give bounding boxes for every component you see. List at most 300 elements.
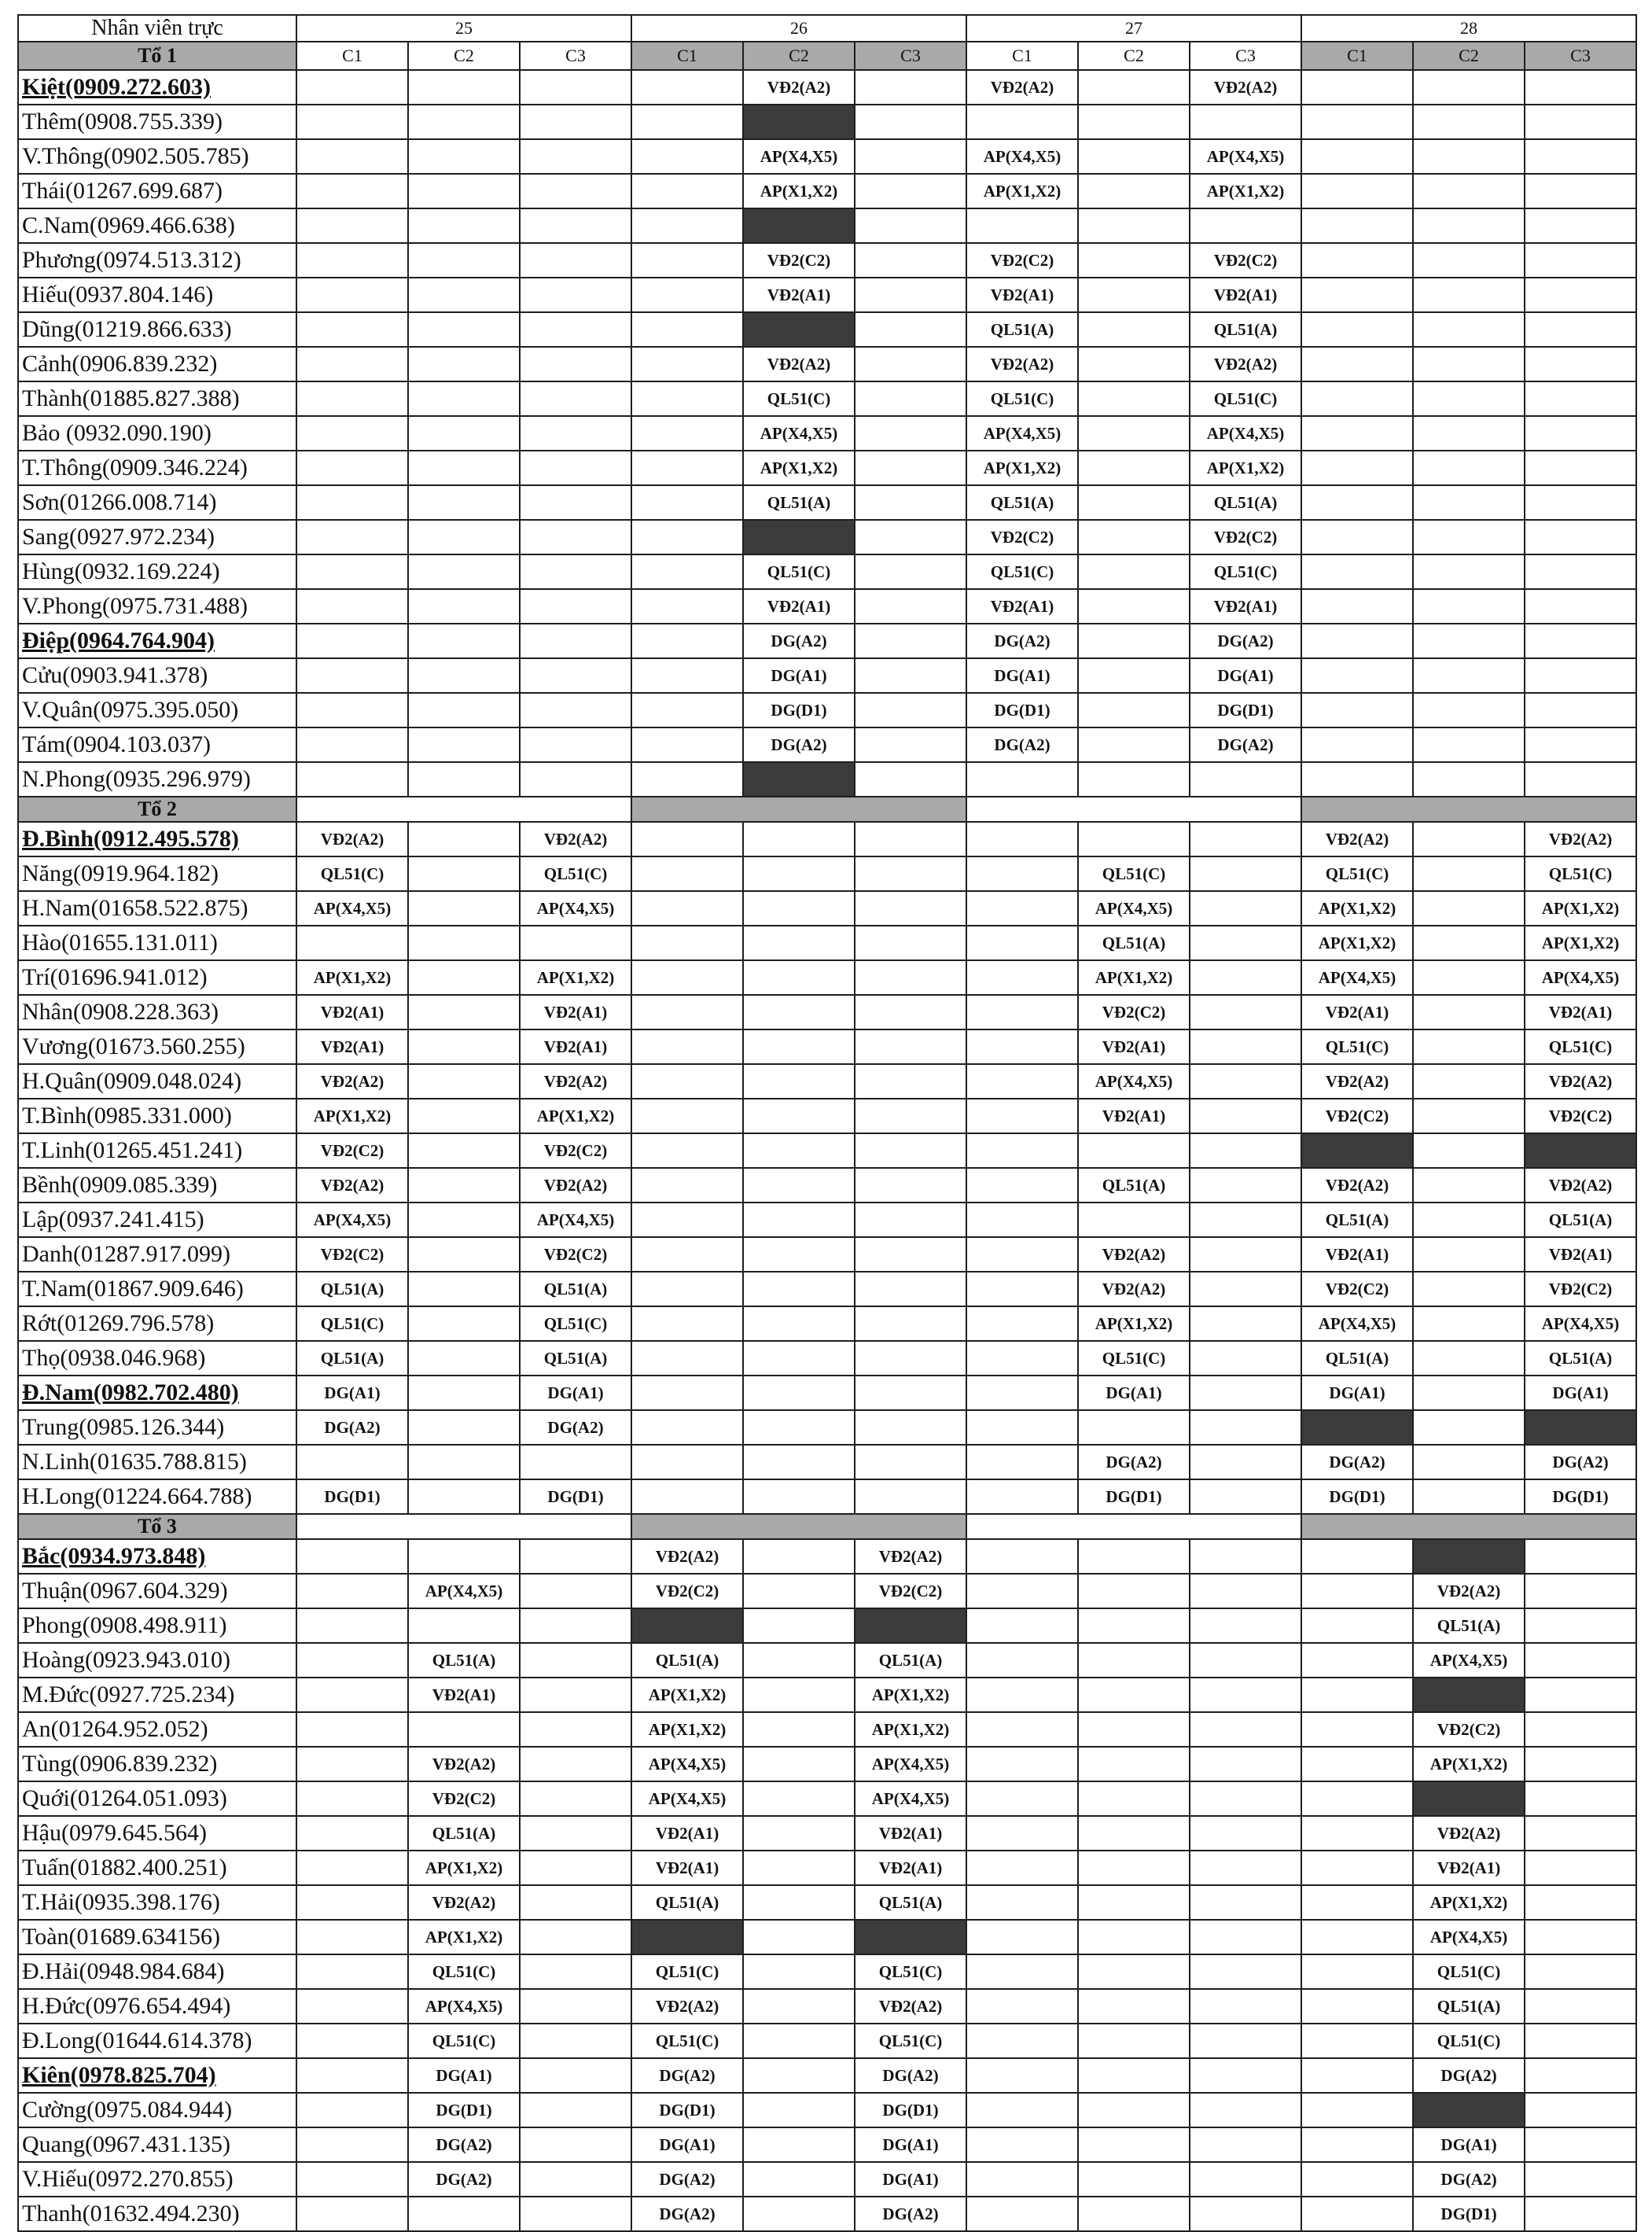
empty-cell [966, 1643, 1078, 1678]
empty-cell [1413, 1168, 1525, 1203]
empty-cell [743, 1747, 855, 1781]
empty-cell [1525, 105, 1636, 139]
empty-cell [1413, 485, 1525, 520]
empty-cell [1078, 2127, 1190, 2162]
empty-cell [408, 278, 520, 312]
empty-cell [520, 70, 631, 105]
day-header: 25 [296, 15, 631, 42]
empty-cell [1413, 1099, 1525, 1133]
empty-cell [855, 960, 966, 995]
assignment-cell: AP(X1,X2) [743, 174, 855, 208]
empty-cell [966, 1168, 1078, 1203]
header-days-row [18, 15, 1636, 42]
assignment-cell: DG(D1) [520, 1479, 631, 1514]
empty-cell [408, 1237, 520, 1272]
day-header: 28 [1301, 15, 1636, 42]
empty-cell [1301, 658, 1413, 693]
assignment-cell: AP(X1,X2) [520, 1099, 631, 1133]
empty-cell [1301, 174, 1413, 208]
empty-cell [966, 995, 1078, 1029]
assignment-cell: QL51(C) [743, 381, 855, 416]
staff-name: Thuận(0967.604.329) [18, 1574, 296, 1608]
empty-cell [1301, 2058, 1413, 2093]
empty-cell [296, 278, 408, 312]
staff-row [18, 1168, 1636, 1203]
assignment-cell: VĐ2(A2) [408, 1747, 520, 1781]
empty-cell [1413, 995, 1525, 1029]
assignment-cell: QL51(A) [855, 1643, 966, 1678]
empty-cell [1413, 1445, 1525, 1479]
empty-cell [520, 1781, 631, 1816]
empty-cell [520, 926, 631, 960]
staff-name: Hào(01655.131.011) [18, 926, 296, 960]
empty-cell [966, 1445, 1078, 1479]
empty-cell [1078, 451, 1190, 485]
assignment-cell: DG(A2) [631, 2162, 743, 2197]
assignment-cell: DG(D1) [855, 2093, 966, 2127]
empty-cell [1413, 243, 1525, 278]
empty-cell [296, 624, 408, 658]
assignment-cell: DG(D1) [966, 693, 1078, 727]
assignment-cell: VĐ2(A1) [1190, 278, 1301, 312]
empty-cell [1301, 451, 1413, 485]
empty-cell [1301, 347, 1413, 381]
empty-cell [855, 312, 966, 347]
staff-name: Lập(0937.241.415) [18, 1203, 296, 1237]
empty-cell [1525, 762, 1636, 797]
empty-cell [1078, 2093, 1190, 2127]
empty-cell [855, 1064, 966, 1099]
staff-row [18, 485, 1636, 520]
empty-cell [1525, 1574, 1636, 1608]
empty-cell [408, 1064, 520, 1099]
empty-cell [520, 1747, 631, 1781]
empty-cell [1413, 658, 1525, 693]
assignment-cell: QL51(C) [1413, 1954, 1525, 1989]
empty-cell [966, 891, 1078, 926]
group-header-row [18, 1514, 1636, 1539]
empty-cell [966, 1608, 1078, 1643]
staff-name: T.Thông(0909.346.224) [18, 451, 296, 485]
assignment-cell: VĐ2(A1) [1078, 1099, 1190, 1133]
staff-name: Sang(0927.972.234) [18, 520, 296, 554]
empty-cell [743, 1099, 855, 1133]
empty-cell [1190, 822, 1301, 856]
empty-cell [1413, 926, 1525, 960]
assignment-cell: DG(A1) [1413, 2127, 1525, 2162]
empty-cell [1413, 1272, 1525, 1306]
empty-cell [743, 1954, 855, 1989]
staff-row [18, 1029, 1636, 1064]
staff-row [18, 278, 1636, 312]
staff-row [18, 891, 1636, 926]
empty-cell [1190, 1678, 1301, 1712]
empty-cell [743, 2093, 855, 2127]
staff-name: Thanh(01632.494.230) [18, 2197, 296, 2231]
empty-cell [520, 1816, 631, 1851]
staff-row [18, 70, 1636, 105]
empty-cell [1078, 554, 1190, 589]
staff-row [18, 1237, 1636, 1272]
empty-cell [631, 589, 743, 624]
empty-cell [520, 2058, 631, 2093]
empty-cell [296, 1989, 408, 2024]
assignment-cell: DG(D1) [296, 1479, 408, 1514]
empty-cell [855, 554, 966, 589]
empty-cell [966, 762, 1078, 797]
empty-cell [1078, 243, 1190, 278]
empty-cell [296, 926, 408, 960]
assignment-cell: VĐ2(A2) [1413, 1816, 1525, 1851]
empty-cell [1078, 174, 1190, 208]
empty-cell [966, 1539, 1078, 1574]
empty-cell [520, 208, 631, 243]
assignment-cell: AP(X4,X5) [408, 1574, 520, 1608]
staff-name: Phương(0974.513.312) [18, 243, 296, 278]
staff-row [18, 174, 1636, 208]
empty-cell [408, 693, 520, 727]
empty-cell [408, 727, 520, 762]
empty-cell [743, 995, 855, 1029]
empty-cell [296, 589, 408, 624]
assignment-cell: VĐ2(A1) [1525, 995, 1636, 1029]
assignment-cell: VĐ2(A2) [855, 1539, 966, 1574]
assignment-cell: AP(X1,X2) [1525, 891, 1636, 926]
assignment-cell: AP(X4,X5) [1301, 960, 1413, 995]
empty-cell [1413, 312, 1525, 347]
group-spacer [296, 1514, 631, 1539]
empty-cell [1078, 312, 1190, 347]
staff-row [18, 1064, 1636, 1099]
staff-row [18, 2197, 1636, 2231]
empty-cell [1301, 624, 1413, 658]
empty-cell [1190, 995, 1301, 1029]
assignment-cell: QL51(C) [855, 2024, 966, 2058]
empty-cell [1301, 416, 1413, 451]
empty-cell [966, 2127, 1078, 2162]
staff-name: H.Nam(01658.522.875) [18, 891, 296, 926]
empty-cell [1301, 70, 1413, 105]
empty-cell [631, 381, 743, 416]
staff-row [18, 1851, 1636, 1885]
assignment-cell: QL51(C) [1525, 1029, 1636, 1064]
staff-row [18, 1133, 1636, 1168]
empty-cell [743, 2058, 855, 2093]
empty-cell [296, 1954, 408, 1989]
empty-cell [1078, 1539, 1190, 1574]
empty-cell [1190, 1643, 1301, 1678]
assignment-cell: QL51(C) [520, 1306, 631, 1341]
group-label: Tổ 2 [18, 797, 296, 822]
empty-cell [966, 2024, 1078, 2058]
empty-cell [966, 1920, 1078, 1954]
staff-name: Hậu(0979.645.564) [18, 1816, 296, 1851]
staff-name: Đ.Hải(0948.984.684) [18, 1954, 296, 1989]
empty-cell [1078, 1885, 1190, 1920]
assignment-cell: QL51(C) [966, 554, 1078, 589]
empty-cell [1301, 762, 1413, 797]
empty-cell [1190, 1410, 1301, 1445]
assignment-cell: QL51(C) [408, 2024, 520, 2058]
empty-cell [1190, 2024, 1301, 2058]
empty-cell [520, 1851, 631, 1885]
assignment-cell: AP(X4,X5) [1078, 1064, 1190, 1099]
empty-cell [631, 243, 743, 278]
assignment-cell: QL51(A) [1413, 1608, 1525, 1643]
assignment-cell: QL51(C) [1078, 856, 1190, 891]
empty-cell [296, 70, 408, 105]
off-duty-cell [743, 762, 855, 797]
empty-cell [855, 1237, 966, 1272]
assignment-cell: DG(D1) [1190, 693, 1301, 727]
assignment-cell: VĐ2(A1) [1078, 1029, 1190, 1064]
empty-cell [408, 624, 520, 658]
assignment-cell: QL51(A) [743, 485, 855, 520]
empty-cell [1190, 1954, 1301, 1989]
shift-header: C3 [520, 42, 631, 70]
staff-row [18, 2058, 1636, 2093]
assignment-cell: AP(X1,X2) [1301, 891, 1413, 926]
empty-cell [966, 1781, 1078, 1816]
empty-cell [855, 727, 966, 762]
assignment-cell: AP(X4,X5) [966, 139, 1078, 174]
empty-cell [1190, 1885, 1301, 1920]
empty-cell [520, 139, 631, 174]
staff-row [18, 312, 1636, 347]
empty-cell [743, 822, 855, 856]
empty-cell [1301, 2127, 1413, 2162]
assignment-cell: AP(X4,X5) [1078, 891, 1190, 926]
empty-cell [631, 1064, 743, 1099]
staff-name: Thêm(0908.755.339) [18, 105, 296, 139]
empty-cell [1078, 1816, 1190, 1851]
assignment-cell: QL51(A) [1190, 312, 1301, 347]
assignment-cell: VĐ2(A2) [408, 1885, 520, 1920]
empty-cell [743, 1539, 855, 1574]
empty-cell [743, 856, 855, 891]
assignment-cell: AP(X4,X5) [855, 1747, 966, 1781]
empty-cell [1413, 1341, 1525, 1376]
empty-cell [296, 347, 408, 381]
empty-cell [520, 2197, 631, 2231]
empty-cell [966, 2058, 1078, 2093]
assignment-cell: DG(A2) [1525, 1445, 1636, 1479]
empty-cell [855, 856, 966, 891]
empty-cell [1525, 658, 1636, 693]
empty-cell [1078, 1954, 1190, 1989]
empty-cell [408, 891, 520, 926]
empty-cell [1190, 1747, 1301, 1781]
empty-cell [855, 891, 966, 926]
assignment-cell: VĐ2(A2) [966, 347, 1078, 381]
empty-cell [1525, 1851, 1636, 1885]
shift-header: C2 [408, 42, 520, 70]
empty-cell [631, 1237, 743, 1272]
empty-cell [966, 1479, 1078, 1514]
staff-row [18, 1376, 1636, 1410]
assignment-cell: QL51(C) [1190, 381, 1301, 416]
empty-cell [1413, 416, 1525, 451]
assignment-cell: VĐ2(C2) [1190, 520, 1301, 554]
off-duty-cell [855, 1608, 966, 1643]
assignment-cell: DG(A1) [1190, 658, 1301, 693]
empty-cell [966, 1203, 1078, 1237]
assignment-cell: DG(D1) [1078, 1479, 1190, 1514]
empty-cell [1301, 278, 1413, 312]
assignment-cell: VĐ2(C2) [1078, 995, 1190, 1029]
empty-cell [631, 658, 743, 693]
empty-cell [1413, 381, 1525, 416]
empty-cell [1525, 208, 1636, 243]
off-duty-cell [1413, 1781, 1525, 1816]
empty-cell [631, 624, 743, 658]
empty-cell [296, 2197, 408, 2231]
staff-row [18, 822, 1636, 856]
assignment-cell: VĐ2(A2) [520, 1064, 631, 1099]
off-duty-cell [1413, 1678, 1525, 1712]
group-band [1301, 1514, 1636, 1539]
assignment-cell: AP(X1,X2) [1190, 451, 1301, 485]
empty-cell [966, 2093, 1078, 2127]
empty-cell [1190, 208, 1301, 243]
empty-cell [1525, 485, 1636, 520]
empty-cell [296, 416, 408, 451]
staff-row [18, 1678, 1636, 1712]
staff-name: Danh(01287.917.099) [18, 1237, 296, 1272]
empty-cell [296, 1608, 408, 1643]
group-band [631, 797, 966, 822]
empty-cell [966, 2197, 1078, 2231]
empty-cell [855, 1272, 966, 1306]
empty-cell [296, 727, 408, 762]
empty-cell [1525, 2162, 1636, 2197]
empty-cell [1190, 1341, 1301, 1376]
assignment-cell: QL51(A) [520, 1272, 631, 1306]
empty-cell [296, 1678, 408, 1712]
assignment-cell: DG(A2) [1190, 727, 1301, 762]
empty-cell [408, 1479, 520, 1514]
empty-cell [1525, 243, 1636, 278]
off-duty-cell [1301, 1410, 1413, 1445]
assignment-cell: DG(A2) [1190, 624, 1301, 658]
assignment-cell: QL51(A) [631, 1643, 743, 1678]
empty-cell [855, 1445, 966, 1479]
assignment-cell: AP(X4,X5) [1525, 960, 1636, 995]
empty-cell [296, 2093, 408, 2127]
assignment-cell: DG(D1) [1413, 2197, 1525, 2231]
empty-cell [1525, 520, 1636, 554]
empty-cell [296, 485, 408, 520]
assignment-cell: VĐ2(A1) [1525, 1237, 1636, 1272]
empty-cell [966, 1099, 1078, 1133]
assignment-cell: AP(X1,X2) [1301, 926, 1413, 960]
empty-cell [855, 589, 966, 624]
assignment-cell: VĐ2(A1) [743, 589, 855, 624]
empty-cell [1301, 1920, 1413, 1954]
staff-name: Hoàng(0923.943.010) [18, 1643, 296, 1678]
empty-cell [1413, 1203, 1525, 1237]
empty-cell [855, 1203, 966, 1237]
staff-row [18, 693, 1636, 727]
empty-cell [1301, 1851, 1413, 1885]
empty-cell [855, 995, 966, 1029]
empty-cell [631, 1445, 743, 1479]
assignment-cell: VĐ2(C2) [1190, 243, 1301, 278]
empty-cell [408, 1203, 520, 1237]
empty-cell [1078, 1989, 1190, 2024]
assignment-cell: QL51(C) [631, 1954, 743, 1989]
staff-row [18, 995, 1636, 1029]
staff-name: H.Long(01224.664.788) [18, 1479, 296, 1514]
empty-cell [296, 174, 408, 208]
empty-cell [520, 416, 631, 451]
empty-cell [743, 926, 855, 960]
empty-cell [855, 762, 966, 797]
empty-cell [631, 312, 743, 347]
empty-cell [1078, 1920, 1190, 1954]
staff-row [18, 589, 1636, 624]
empty-cell [1413, 1306, 1525, 1341]
staff-row [18, 381, 1636, 416]
empty-cell [1190, 1712, 1301, 1747]
staff-row [18, 1608, 1636, 1643]
empty-cell [1078, 1133, 1190, 1168]
empty-cell [408, 1168, 520, 1203]
empty-cell [520, 762, 631, 797]
staff-name: V.Hiếu(0972.270.855) [18, 2162, 296, 2197]
staff-name: Hùng(0932.169.224) [18, 554, 296, 589]
empty-cell [1190, 1133, 1301, 1168]
empty-cell [966, 208, 1078, 243]
assignment-cell: VĐ2(A2) [1413, 1574, 1525, 1608]
empty-cell [743, 1608, 855, 1643]
empty-cell [1413, 856, 1525, 891]
empty-cell [1190, 1574, 1301, 1608]
staff-name: Hiếu(0937.804.146) [18, 278, 296, 312]
staff-name: Trung(0985.126.344) [18, 1410, 296, 1445]
empty-cell [1525, 2058, 1636, 2093]
empty-cell [408, 2197, 520, 2231]
empty-cell [1413, 139, 1525, 174]
empty-cell [1525, 727, 1636, 762]
staff-name: V.Thông(0902.505.785) [18, 139, 296, 174]
empty-cell [1525, 174, 1636, 208]
empty-cell [743, 1712, 855, 1747]
empty-cell [631, 822, 743, 856]
empty-cell [1301, 139, 1413, 174]
staff-row [18, 105, 1636, 139]
empty-cell [1525, 416, 1636, 451]
assignment-cell: AP(X1,X2) [1078, 1306, 1190, 1341]
staff-row [18, 1272, 1636, 1306]
empty-cell [408, 174, 520, 208]
empty-cell [1413, 278, 1525, 312]
empty-cell [1413, 174, 1525, 208]
empty-cell [1078, 589, 1190, 624]
empty-cell [1190, 1851, 1301, 1885]
assignment-cell: VĐ2(A2) [1190, 70, 1301, 105]
staff-name: T.Nam(01867.909.646) [18, 1272, 296, 1306]
empty-cell [631, 554, 743, 589]
empty-cell [1525, 1989, 1636, 2024]
assignment-cell: VĐ2(A1) [631, 1816, 743, 1851]
empty-cell [408, 451, 520, 485]
empty-cell [631, 520, 743, 554]
staff-name: An(01264.952.052) [18, 1712, 296, 1747]
assignment-cell: AP(X1,X2) [1078, 960, 1190, 995]
off-duty-cell [1525, 1133, 1636, 1168]
assignment-cell: VĐ2(A2) [1525, 1168, 1636, 1203]
